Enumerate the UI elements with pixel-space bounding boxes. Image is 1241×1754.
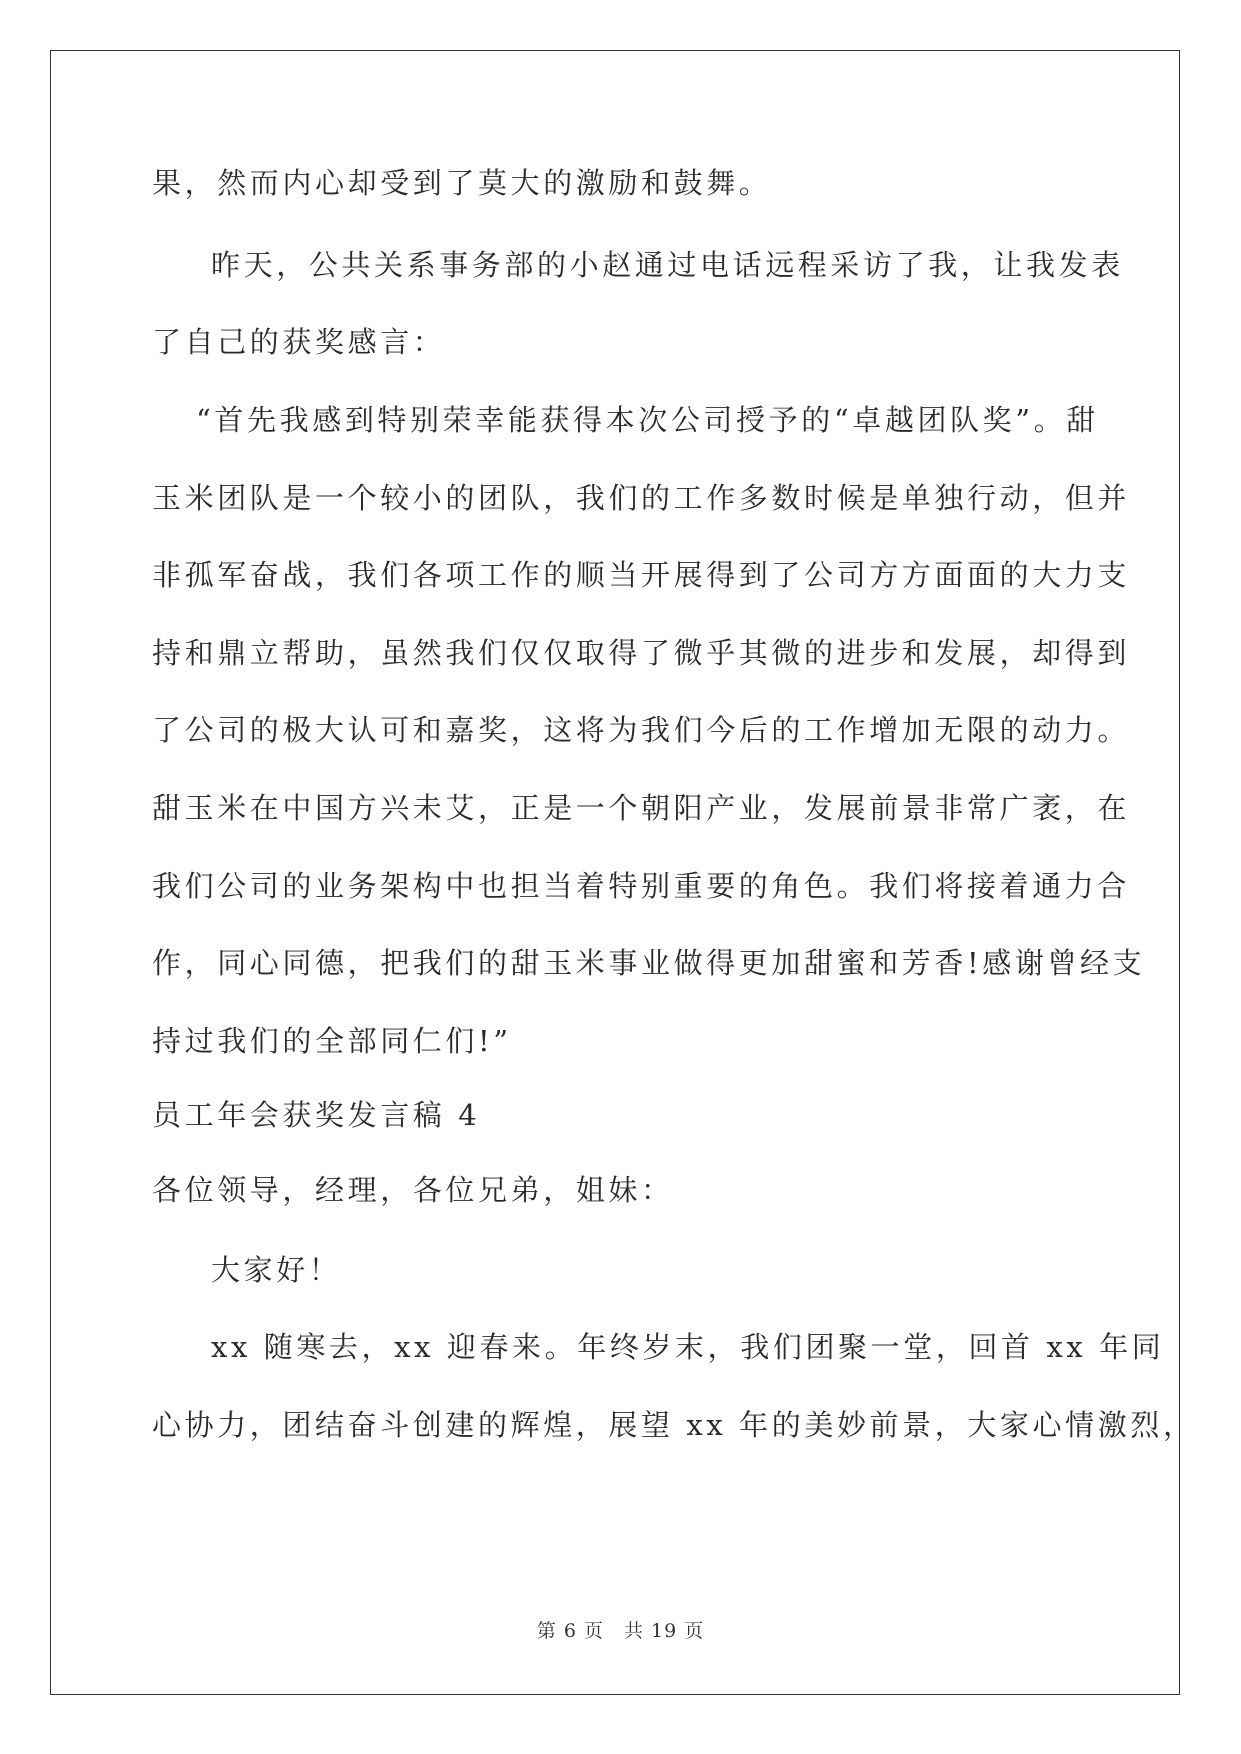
text-line: 昨天，公共关系事务部的小赵通过电话远程采访了我，让我发表	[211, 248, 1124, 282]
salutation: 各位领导，经理，各位兄弟，姐妹：	[152, 1173, 674, 1207]
text-line: 持和鼎立帮助，虽然我们仅仅取得了微乎其微的进步和发展，却得到	[152, 636, 1131, 670]
text-line: 我们公司的业务架构中也担当着特别重要的角色。我们将接着通力合	[152, 869, 1131, 903]
text-line: 玉米团队是一个较小的团队，我们的工作多数时候是单独行动，但并	[152, 481, 1131, 515]
greeting: 大家好！	[211, 1253, 342, 1287]
text-line: “首先我感到特别荣幸能获得本次公司授予的“卓越团队奖”。甜	[196, 403, 1099, 437]
text-line: 作，同心同德，把我们的甜玉米事业做得更加甜蜜和芳香!感谢曾经支	[152, 946, 1146, 980]
text-line: 心协力，团结奋斗创建的辉煌，展望 xx 年的美妙前景，大家心情激烈，	[152, 1408, 1196, 1442]
text-line: 甜玉米在中国方兴未艾，正是一个朝阳产业，发展前景非常广袤，在	[152, 791, 1131, 825]
section-heading: 员工年会获奖发言稿 4	[152, 1098, 481, 1132]
text-line: 了公司的极大认可和嘉奖，这将为我们今后的工作增加无限的动力。	[152, 713, 1131, 747]
text-line: 果，然而内心却受到了莫大的激励和鼓舞。	[152, 166, 772, 200]
page-number: 第 6 页 共 19 页	[536, 1620, 705, 1642]
text-line: xx 随寒去，xx 迎春来。年终岁末，我们团聚一堂，回首 xx 年同	[211, 1330, 1165, 1364]
text-line: 持过我们的全部同仁们!”	[152, 1024, 512, 1058]
text-line: 非孤军奋战，我们各项工作的顺当开展得到了公司方方面面的大力支	[152, 558, 1131, 592]
text-line: 了自己的获奖感言：	[152, 325, 446, 359]
